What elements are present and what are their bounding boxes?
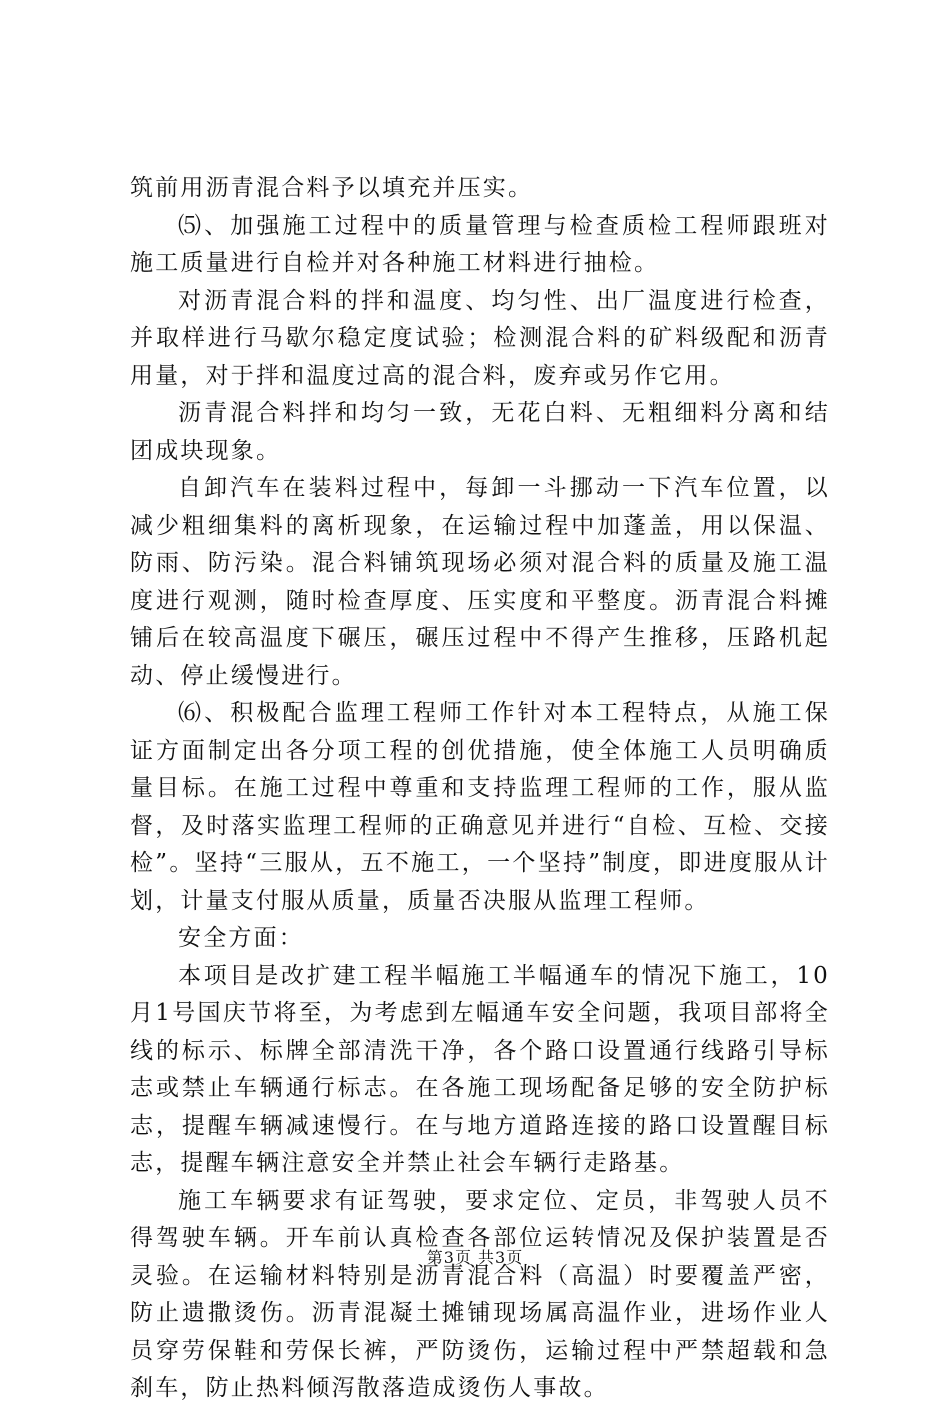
paragraph-mix-uniformity: 沥青混合料拌和均匀一致，无花白料、无粗细料分离和结团成块现象。: [130, 400, 830, 464]
page-number-footer: 第3页 共3页: [426, 1248, 524, 1267]
paragraph-mix-inspection: 对沥青混合料的拌和温度、均匀性、出厂温度进行检查，并取样进行马歇尔稳定度试验；检测混合料的矿料级配和沥青用量，对于拌和温度过高的混合料，废弃或另作它用。: [130, 287, 830, 389]
paragraph-vehicle-safety: 施工车辆要求有证驾驶，要求定位、定员，非驾驶人员不得驾驶车辆。开车前认真检查各部位运转情况及保护装置是否灵验。在运输材料特别是沥青混合料（高温）时要覆盖严密，防止遗撒烫伤。沥青混凝土摊铺现场属高温作业，进场作业人员穿劳保鞋和劳保长裤，严防烫伤，运输过程中严禁超载和急刹车，防止热料倾泻散落造成烫伤人事故。: [130, 1187, 830, 1401]
paragraph-traffic-safety: 本项目是改扩建工程半幅施工半幅通车的情况下施工，10月1号国庆节将至，为考虑到左幅通车安全问题，我项目部将全线的标示、标牌全部清洗干净，各个路口设置通行线路引导标志或禁止车辆通行标志。在各施工现场配备足够的安全防护标志，提醒车辆减速慢行。在与地方道路连接的路口设置醒目标志，提醒车辆注意安全并禁止社会车辆行走路基。: [130, 962, 830, 1176]
paragraph-supervision-cooperation: ⑹、积极配合监理工程师工作针对本工程特点，从施工保证方面制定出各分项工程的创优措施，使全体施工人员明确质量目标。在施工过程中尊重和支持监理工程师的工作，服从监督，及时落实监理工程师的正确意见并进行“自检、互检、交接检”。坚持“三服从，五不施工，一个坚持”制度，即进度服从计划，计量支付服从质量，质量否决服从监理工程师。: [130, 700, 830, 914]
paragraph-transport-paving: 自卸汽车在装料过程中，每卸一斗挪动一下汽车位置，以减少粗细集料的离析现象，在运输过程中加蓬盖，用以保温、防雨、防污染。混合料铺筑现场必须对混合料的质量及施工温度进行观测，随时检查厚度、压实度和平整度。沥青混合料摊铺后在较高温度下碾压，碾压过程中不得产生推移，压路机起动、停止缓慢进行。: [130, 475, 830, 689]
section-heading-safety: 安全方面：: [178, 925, 304, 951]
paragraph-quality-management: ⑸、加强施工过程中的质量管理与检查质检工程师跟班对施工质量进行自检并对各种施工材料进行抽检。: [130, 212, 830, 276]
document-body: [130, 170, 830, 1408]
paragraph-continuation: 筑前用沥青混合料予以填充并压实。: [130, 175, 534, 201]
